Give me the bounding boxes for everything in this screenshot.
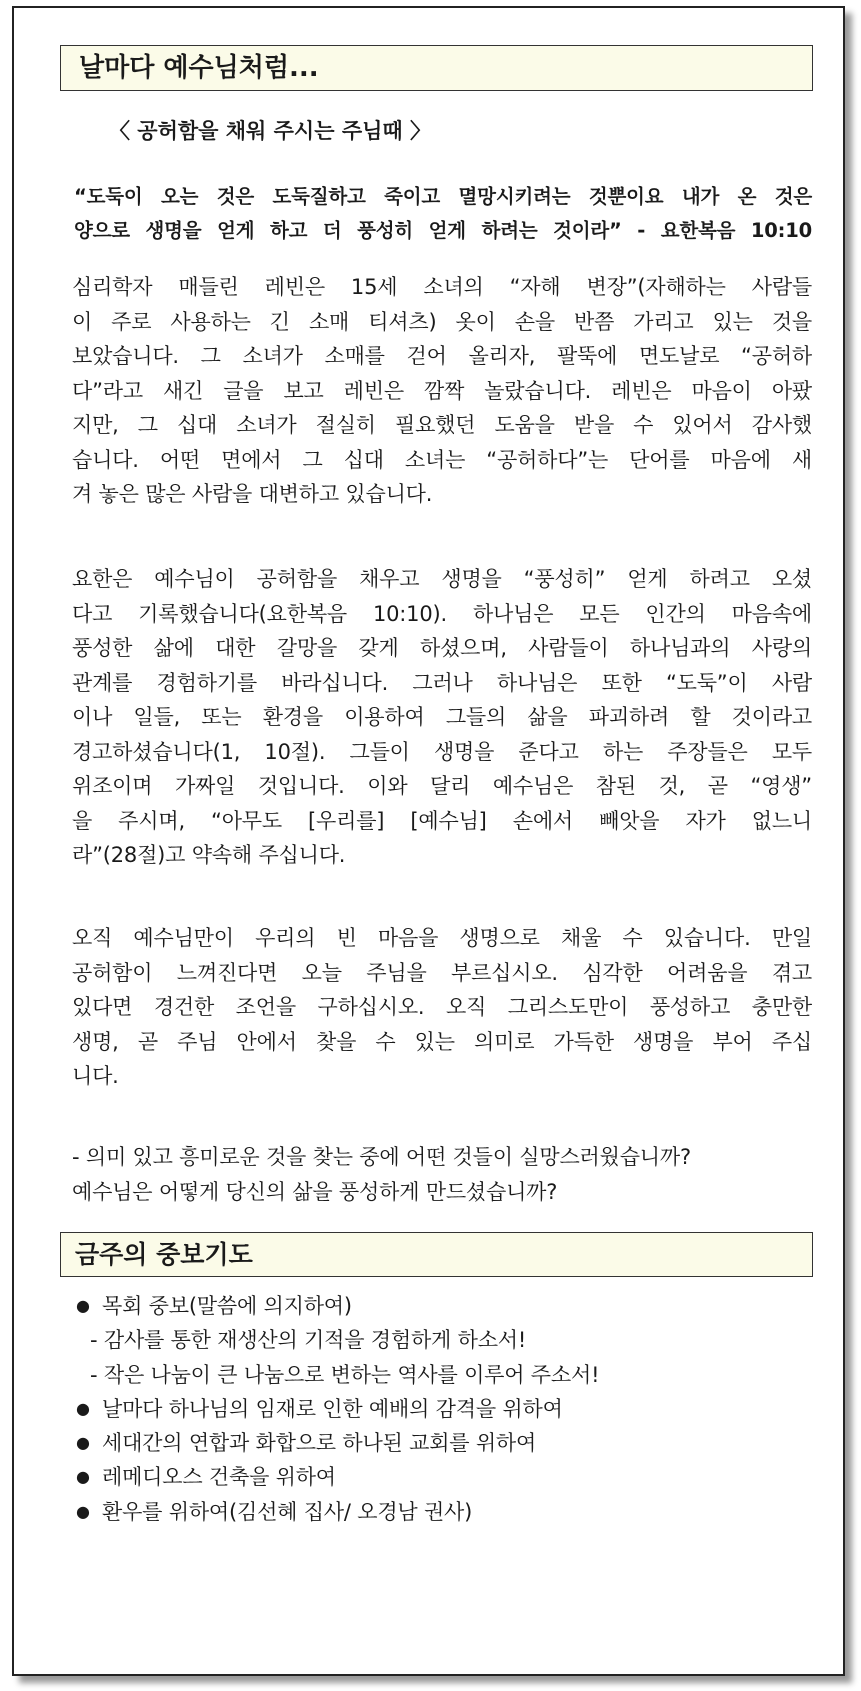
prayer-item bbox=[76, 1460, 816, 1494]
paragraph-line: 이나 일들, 또는 환경을 이용하여 그들의 삶을 파괴하려 할 것이라고 bbox=[72, 705, 812, 729]
question-line: 예수님은 어떻게 당신의 삶을 풍성하게 만드셨습니까? bbox=[72, 1179, 558, 1204]
devotion-header bbox=[60, 45, 813, 91]
paragraph-line: 풍성한 삶에 대한 갈망을 갖게 하셨으며, 사람들이 하나님과의 사랑의 bbox=[72, 636, 812, 660]
paragraph-line: 니다. bbox=[72, 1064, 119, 1088]
bullet-icon: ● bbox=[76, 1501, 90, 1521]
prayer-header bbox=[60, 1232, 813, 1277]
bulletin-page bbox=[12, 6, 845, 1676]
devotion-subtitle: 〈 공허함을 채워 주시는 주님때 〉 bbox=[109, 119, 431, 143]
bullet-icon: ● bbox=[76, 1467, 90, 1487]
prayer-item bbox=[76, 1495, 816, 1529]
prayer-title: 금주의 중보기도 bbox=[75, 1240, 253, 1269]
paragraph-2 bbox=[72, 562, 812, 873]
paragraph-line: 겨 놓은 많은 사람을 대변하고 있습니다. bbox=[72, 482, 433, 506]
bullet-icon: ● bbox=[76, 1398, 90, 1418]
prayer-item-text: 환우를 위하여(김선혜 집사/ 오경남 권사) bbox=[102, 1499, 473, 1524]
bullet-icon: ● bbox=[76, 1433, 90, 1453]
verse-line: 양으로 생명을 얻게 하고 더 풍성히 얻게 하려는 것이라” - 요한복음 10:10 bbox=[74, 219, 812, 242]
paragraph-line: 지만, 그 십대 소녀가 절실히 필요했던 도움을 받을 수 있어서 감사했 bbox=[72, 413, 812, 437]
paragraph-line: 있다면 경건한 조언을 구하십시오. 오직 그리스도만이 풍성하고 충만한 bbox=[72, 995, 812, 1019]
devotion-title: 날마다 예수님처럼... bbox=[79, 53, 319, 83]
bullet-icon: ● bbox=[76, 1296, 90, 1315]
paragraph-line: 요한은 예수님이 공허함을 채우고 생명을 “풍성히” 얻게 하려고 오셨 bbox=[72, 567, 812, 591]
prayer-item-text: 레메디오스 건축을 위하여 bbox=[102, 1465, 336, 1490]
prayer-item bbox=[76, 1289, 816, 1323]
paragraph-line: 공허함이 느껴진다면 오늘 주님을 부르십시오. 심각한 어려움을 겪고 bbox=[72, 960, 812, 985]
paragraph-3 bbox=[72, 921, 812, 1094]
paragraph-line: 관계를 경험하기를 바라십니다. 그러나 하나님은 또한 “도둑”이 사람 bbox=[72, 670, 812, 695]
scripture-verse bbox=[74, 180, 812, 248]
paragraph-line: 습니다. 어떤 면에서 그 십대 소녀는 “공허하다”는 단어를 마음에 새 bbox=[72, 447, 812, 472]
paragraph-line: 다고 기록했습니다(요한복음 10:10). 하나님은 모든 인간의 마음속에 bbox=[72, 601, 812, 626]
prayer-item-text: 세대간의 연합과 화합으로 하나된 교회를 위하여 bbox=[102, 1431, 537, 1456]
prayer-subitem: - 감사를 통한 재생산의 기적을 경험하게 하소서! bbox=[90, 1328, 527, 1353]
paragraph-line: 이 주로 사용하는 긴 소매 티셔츠) 옷이 손을 반쯤 가리고 있는 것을 bbox=[72, 309, 812, 334]
reflection-questions bbox=[72, 1140, 812, 1209]
paragraph-line: 생명, 곧 주님 안에서 찾을 수 있는 의미로 가득한 생명을 부어 주십 bbox=[72, 1029, 813, 1054]
prayer-item bbox=[76, 1392, 816, 1426]
paragraph-line: 심리학자 매들린 레빈은 15세 소녀의 “자해 변장”(자해하는 사람들 bbox=[72, 275, 812, 299]
prayer-item-text: 목회 중보(말씀에 의지하여) bbox=[102, 1294, 352, 1318]
paragraph-line: 위조이며 가짜일 것입니다. 이와 달리 예수님은 참된 것, 곧 “영생” bbox=[72, 774, 812, 798]
prayer-item bbox=[76, 1426, 816, 1460]
prayer-list bbox=[76, 1289, 816, 1529]
paragraph-line: 을 주시며, “아무도 [우리를] [예수님] 손에서 빼앗을 자가 없느니 bbox=[72, 808, 812, 833]
verse-line: “도둑이 오는 것은 도둑질하고 죽이고 멸망시키려는 것뿐이요 내가 온 것은 bbox=[74, 185, 812, 208]
paragraph-line: 경고하셨습니다(1, 10절). 그들이 생명을 준다고 하는 주장들은 모두 bbox=[72, 739, 812, 764]
prayer-item-text: 날마다 하나님의 임재로 인한 예배의 감격을 위하여 bbox=[102, 1396, 563, 1421]
question-line: - 의미 있고 흥미로운 것을 찾는 중에 어떤 것들이 실망스러웠습니까? bbox=[72, 1145, 691, 1169]
prayer-subitem: - 작은 나눔이 큰 나눔으로 변하는 역사를 이루어 주소서! bbox=[90, 1362, 600, 1387]
paragraph-line: 오직 예수님만이 우리의 빈 마음을 생명으로 채울 수 있습니다. 만일 bbox=[72, 926, 812, 950]
paragraph-line: 라”(28절)고 약속해 주십니다. bbox=[72, 843, 346, 867]
paragraph-line: 다”라고 새긴 글을 보고 레빈은 깜짝 놀랐습니다. 레빈은 마음이 아팠 bbox=[72, 378, 812, 403]
paragraph-line: 보았습니다. 그 소녀가 소매를 걷어 올리자, 팔뚝에 면도날로 “공허하 bbox=[72, 344, 812, 368]
paragraph-1 bbox=[72, 270, 812, 512]
